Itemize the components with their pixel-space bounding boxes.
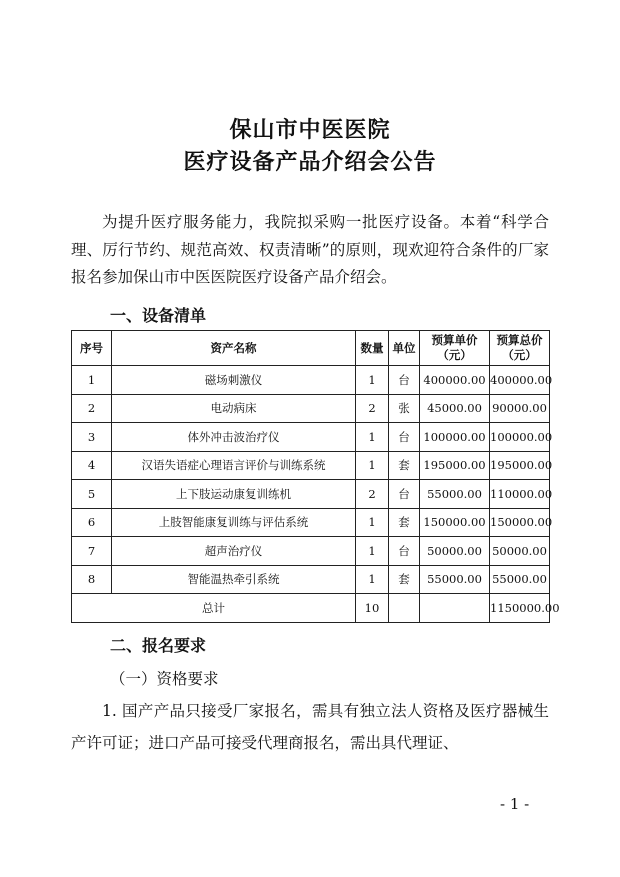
subsection-heading-qualification: （一）资格要求 [110, 670, 219, 688]
header-name: 资产名称 [112, 331, 356, 366]
cell-total: 110000.00 [490, 480, 550, 509]
cell-price: 45000.00 [420, 394, 490, 423]
cell-name: 上下肢运动康复训练机 [112, 480, 356, 509]
cell-price: 195000.00 [420, 451, 490, 480]
table-row [72, 565, 550, 594]
cell-price: 400000.00 [420, 366, 490, 395]
cell-no: 7 [72, 537, 112, 566]
cell-price: 100000.00 [420, 423, 490, 452]
table-row [72, 537, 550, 566]
cell-name: 智能温热牵引系统 [112, 565, 356, 594]
cell-name: 体外冲击波治疗仪 [112, 423, 356, 452]
cell-total: 90000.00 [490, 394, 550, 423]
cell-no: 2 [72, 394, 112, 423]
cell-no: 4 [72, 451, 112, 480]
table-total-row [72, 594, 550, 623]
page-number: - 1 - [500, 795, 530, 813]
header-total-price [490, 331, 550, 366]
total-amount: 1150000.00 [490, 594, 550, 623]
cell-unit: 套 [389, 565, 420, 594]
cell-qty: 1 [356, 366, 389, 395]
header-total-price-line2: （元） [502, 348, 537, 362]
cell-no: 1 [72, 366, 112, 395]
cell-no: 3 [72, 423, 112, 452]
table-row [72, 480, 550, 509]
qualification-paragraph: 1. 国产产品只接受厂家报名，需具有独立法人资格及医疗器械生产许可证；进口产品可接受代理商报名，需出具代理证、 [71, 702, 549, 752]
cell-qty: 1 [356, 451, 389, 480]
document-title-line2: 医疗设备产品介绍会公告 [183, 149, 437, 175]
header-unit-price [420, 331, 490, 366]
header-unit-price-line2: （元） [437, 348, 472, 362]
cell-unit: 台 [389, 423, 420, 452]
section-heading-equipment-list: 一、设备清单 [110, 306, 207, 325]
table-row [72, 366, 550, 395]
cell-unit: 套 [389, 508, 420, 537]
cell-qty: 1 [356, 537, 389, 566]
cell-total: 100000.00 [490, 423, 550, 452]
cell-price: 55000.00 [420, 565, 490, 594]
cell-no: 5 [72, 480, 112, 509]
cell-name: 超声治疗仪 [112, 537, 356, 566]
cell-unit: 张 [389, 394, 420, 423]
cell-name: 磁场刺激仪 [112, 366, 356, 395]
cell-qty: 1 [356, 508, 389, 537]
header-total-price-line1: 预算总价 [496, 333, 543, 347]
header-unit: 单位 [389, 331, 420, 366]
header-qty: 数量 [356, 331, 389, 366]
table-row [72, 451, 550, 480]
cell-name: 上肢智能康复训练与评估系统 [112, 508, 356, 537]
cell-price: 150000.00 [420, 508, 490, 537]
cell-price: 55000.00 [420, 480, 490, 509]
total-price-empty [420, 594, 490, 623]
total-label: 总计 [72, 594, 356, 623]
table-row [72, 394, 550, 423]
cell-qty: 1 [356, 423, 389, 452]
intro-paragraph: 为提升医疗服务能力，我院拟采购一批医疗设备。本着“科学合理、厉行节约、规范高效、权责清晰”的原则，现欢迎符合条件的厂家报名参加保山市中医医院医疗设备产品介绍会。 [71, 213, 549, 286]
cell-unit: 台 [389, 537, 420, 566]
total-qty: 10 [356, 594, 389, 623]
cell-total: 55000.00 [490, 565, 550, 594]
cell-name: 电动病床 [112, 394, 356, 423]
table-row [72, 508, 550, 537]
cell-total: 400000.00 [490, 366, 550, 395]
total-unit-empty [389, 594, 420, 623]
cell-name: 汉语失语症心理语言评价与训练系统 [112, 451, 356, 480]
cell-no: 6 [72, 508, 112, 537]
cell-unit: 台 [389, 366, 420, 395]
section-heading-registration: 二、报名要求 [110, 636, 207, 655]
cell-unit: 台 [389, 480, 420, 509]
cell-price: 50000.00 [420, 537, 490, 566]
cell-total: 50000.00 [490, 537, 550, 566]
cell-total: 150000.00 [490, 508, 550, 537]
document-title-line1: 保山市中医医院 [229, 117, 391, 143]
cell-unit: 套 [389, 451, 420, 480]
header-no: 序号 [72, 331, 112, 366]
table-header-row [72, 331, 550, 366]
cell-total: 195000.00 [490, 451, 550, 480]
cell-qty: 1 [356, 565, 389, 594]
header-unit-price-line1: 预算单价 [431, 333, 478, 347]
table-row [72, 423, 550, 452]
cell-qty: 2 [356, 480, 389, 509]
equipment-table [71, 330, 560, 623]
cell-qty: 2 [356, 394, 389, 423]
cell-no: 8 [72, 565, 112, 594]
